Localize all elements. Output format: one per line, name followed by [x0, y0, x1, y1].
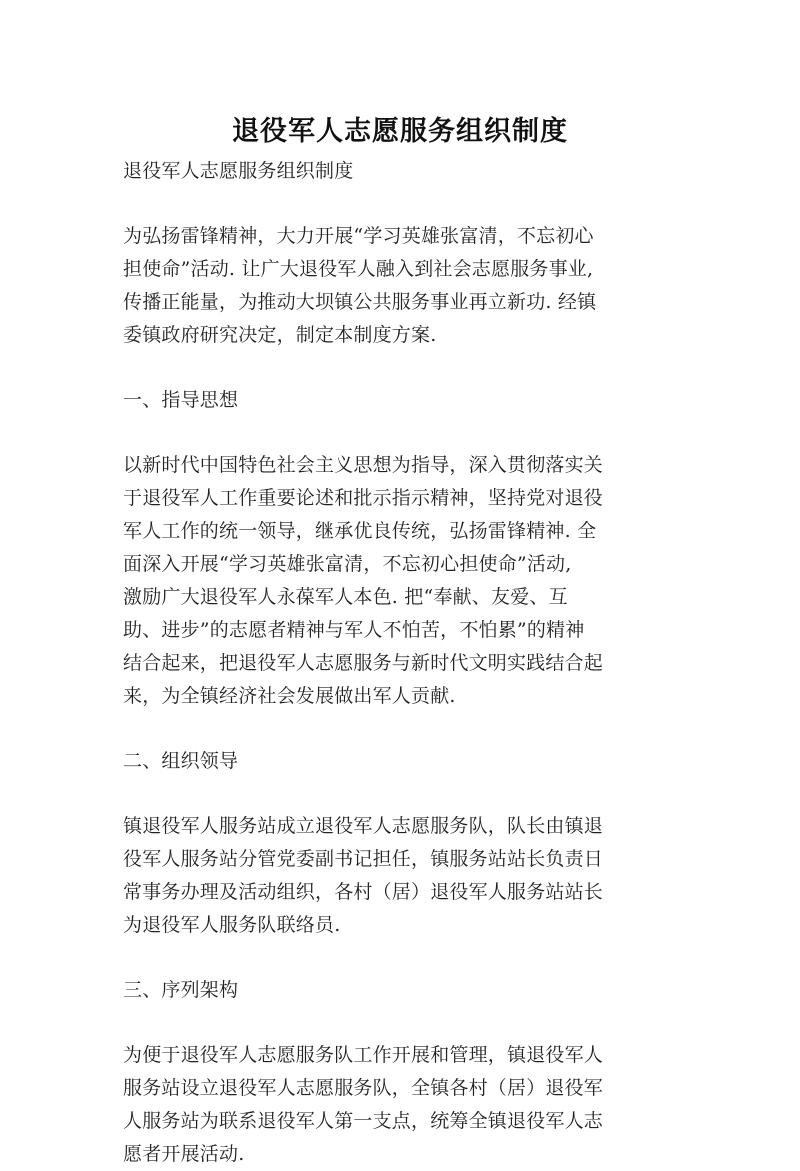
paragraph-line: 激励广大退役军人永葆军人本色. 把“奉献、友爱、互: [123, 586, 568, 608]
section-paragraph-structure: [123, 1039, 678, 1171]
paragraph-line: 愿者开展活动.: [123, 1143, 245, 1165]
document-body: [123, 155, 678, 1171]
document-subtitle: [123, 155, 678, 188]
section-heading-structure: [123, 974, 678, 1007]
document-title: 退役军人志愿服务组织制度: [232, 116, 568, 147]
paragraph-line: 为便于退役军人志愿服务队工作开展和管理，镇退役军人: [123, 1044, 604, 1066]
paragraph-line: 军人工作的统一领导，继承优良传统，弘扬雷锋精神. 全: [123, 520, 597, 542]
intro-line: 委镇政府研究决定，制定本制度方案.: [123, 324, 437, 346]
subtitle-line: 退役军人志愿服务组织制度: [123, 160, 354, 182]
paragraph-gap: [123, 417, 678, 449]
paragraph-line: 为退役军人服务队联络员.: [123, 914, 341, 936]
intro-line: 担使命”活动. 让广大退役军人融入到社会志愿服务事业,: [123, 258, 594, 280]
paragraph-line: 常事务办理及活动组织，各村（居）退役军人服务站站长: [123, 881, 604, 903]
intro-line: 传播正能量，为推动大坝镇公共服务事业再立新功. 经镇: [123, 291, 597, 313]
section-heading-organization: [123, 745, 678, 778]
paragraph-gap: [123, 942, 678, 974]
paragraph-line: 以新时代中国特色社会主义思想为指导，深入贯彻落实关: [123, 454, 604, 476]
paragraph-line: 面深入开展“学习英雄张富清，不忘初心担使命”活动,: [123, 553, 572, 575]
paragraph-line: 镇退役军人服务站成立退役军人志愿服务队，队长由镇退: [123, 815, 604, 837]
section-heading-guiding-ideology: [123, 384, 678, 417]
section-paragraph-organization: [123, 810, 678, 942]
paragraph-gap: [123, 1007, 678, 1039]
paragraph-line: 来，为全镇经济社会发展做出军人贡献.: [123, 685, 456, 707]
paragraph-line: 于退役军人工作重要论述和批示指示精神，坚持党对退役: [123, 487, 604, 509]
section-heading: 二、组织领导: [123, 750, 239, 772]
paragraph-gap: [123, 188, 678, 220]
section-heading: 三、序列架构: [123, 979, 239, 1001]
paragraph-gap: [123, 713, 678, 745]
paragraph-gap: [123, 778, 678, 810]
section-heading: 一、指导思想: [123, 389, 239, 411]
paragraph-line: 结合起来，把退役军人志愿服务与新时代文明实践结合起: [123, 652, 604, 674]
paragraph-line: 役军人服务站分管党委副书记担任，镇服务站站长负责日: [123, 848, 604, 870]
intro-line: 为弘扬雷锋精神，大力开展“学习英雄张富清，不忘初心: [123, 225, 594, 247]
intro-paragraph: [123, 220, 678, 352]
paragraph-gap: [123, 352, 678, 384]
paragraph-line: 助、进步”的志愿者精神与军人不怕苦，不怕累”的精神: [123, 619, 585, 641]
paragraph-line: 人服务站为联系退役军人第一支点，统筹全镇退役军人志: [123, 1110, 604, 1132]
paragraph-line: 服务站设立退役军人志愿服务队，全镇各村（居）退役军: [123, 1077, 604, 1099]
section-paragraph-guiding-ideology: [123, 449, 678, 713]
